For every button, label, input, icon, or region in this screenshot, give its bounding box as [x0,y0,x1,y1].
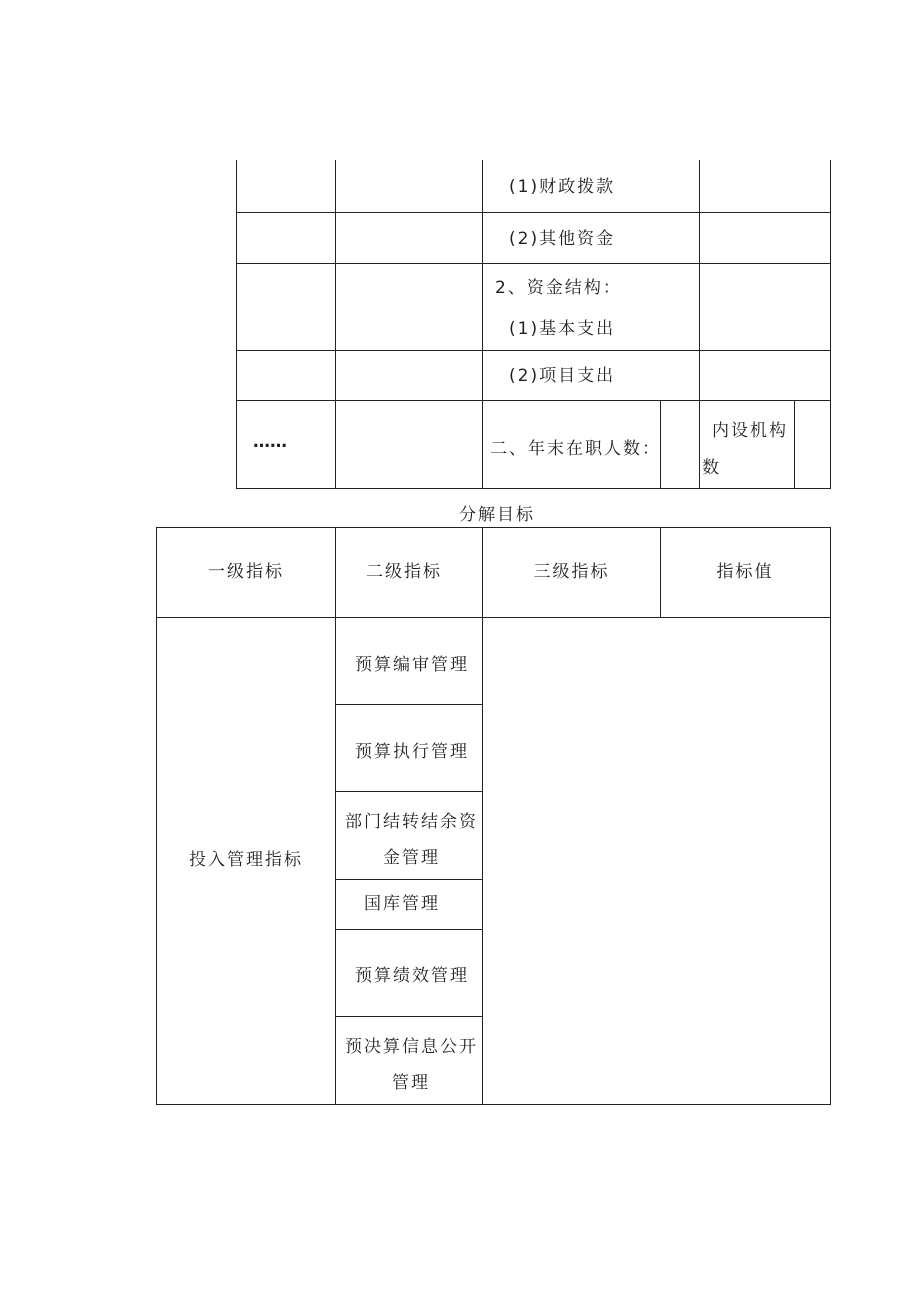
cell-other-funds: (2)其他资金 [509,229,616,249]
cell-ellipsis: …… [253,432,287,452]
level2-disclosure-line1: 预决算信息公开 [345,1037,478,1057]
cell-fund-structure: 2、资金结构： [495,278,622,298]
cell-fiscal-appropriation: (1)财政拨款 [509,177,616,197]
cell-year-end-staff: 二、年末在职人数： [490,439,661,459]
level2-budget-execution: 预算执行管理 [355,742,469,762]
level2-performance: 预算绩效管理 [355,966,469,986]
header-level3: 三级指标 [533,562,610,582]
level2-disclosure-line2: 管理 [392,1073,430,1093]
cell-internal-units-line1: 内设机构 [712,421,788,441]
cell-internal-units-line2: 数 [702,458,721,478]
header-level2: 二级指标 [366,562,442,582]
header-level1: 一级指标 [208,562,284,582]
header-indicator-value: 指标值 [716,562,774,582]
cell-basic-expenditure: (1)基本支出 [509,319,616,339]
level2-carryover-line1: 部门结转结余资 [345,812,478,832]
section-title: 分解目标 [459,505,535,525]
level1-input-management: 投入管理指标 [189,850,303,870]
cell-project-expenditure: (2)项目支出 [509,366,616,386]
level2-treasury: 国库管理 [364,894,440,914]
level2-carryover-line2: 金管理 [383,848,440,868]
level2-budget-review: 预算编审管理 [355,655,469,675]
